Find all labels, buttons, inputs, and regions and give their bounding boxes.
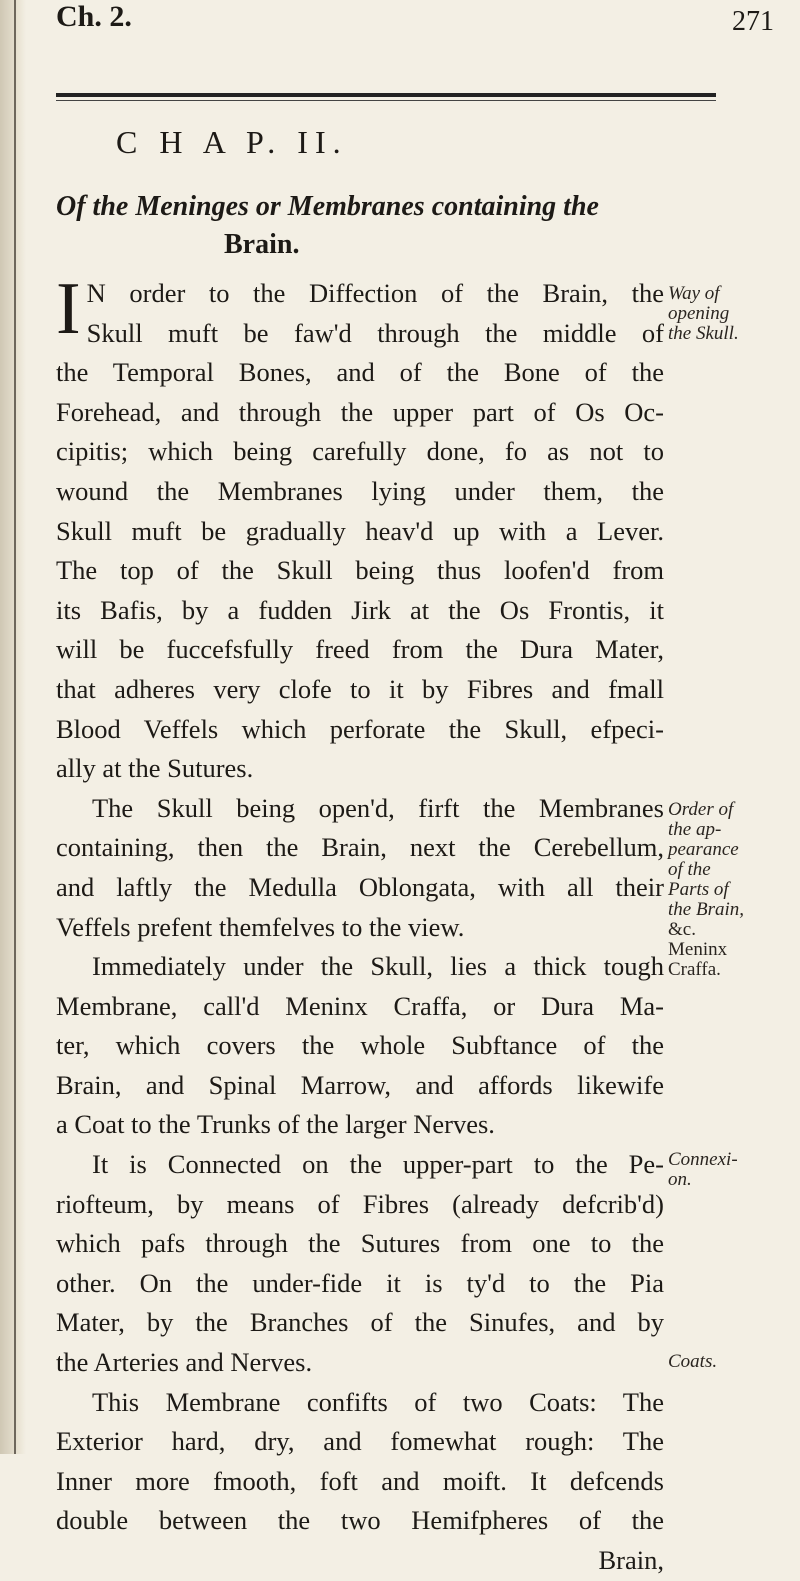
text-line: riofteum, by means of Fibres (already defcrib'd): [56, 1188, 664, 1219]
text-line: a Coat to the Trunks of the larger Nerves.: [56, 1109, 495, 1140]
text-line: Immediately under the Skull, lies a thick tough: [92, 951, 664, 982]
text-line: its Bafis, by a fudden Jirk at the Os Frontis, it: [56, 594, 664, 625]
text-line: that adheres very clofe to it by Fibres and fmall: [56, 673, 664, 704]
text-line: cipitis; which being carefully done, fo as not to: [56, 436, 664, 467]
text-line-catchword: Brain,: [598, 1545, 664, 1575]
text-line: The top of the Skull being thus loofen'd from: [56, 555, 664, 586]
text-line: Blood Veffels which perforate the Skull, efpeci-: [56, 713, 664, 744]
text-line: Veffels prefent themfelves to the view.: [56, 911, 465, 942]
text-line: containing, then the Brain, next the Cerebellum,: [56, 832, 664, 863]
book-page: [56, 0, 774, 1575]
chapter-title: [56, 188, 746, 264]
marginal-note-way-of-opening: Way of opening the Skull.: [668, 283, 739, 344]
text-line: The Skull being open'd, firft the Membranes: [92, 792, 664, 823]
body-text: [56, 268, 664, 1581]
chapter-reference: Ch. 2.: [56, 0, 132, 33]
chapter-title-line2: Brain.: [224, 229, 300, 260]
text-line: the Arteries and Nerves.: [56, 1347, 313, 1378]
text-line: This Membrane confifts of two Coats: The: [92, 1386, 664, 1417]
text-line: Brain, and Spinal Marrow, and affords likewife: [56, 1069, 664, 1100]
page-number: 271: [732, 6, 774, 37]
text-line: Skull muft be faw'd through the middle of: [86, 317, 664, 348]
line-text: N order to the Diffection of the Brain, the: [86, 278, 664, 308]
text-line: It is Connected on the upper-part to the Pe-: [92, 1149, 664, 1180]
marginal-note-connexion: Connexi- on.: [668, 1149, 738, 1190]
text-line: Skull muft be gradually heav'd up with a Lever.: [56, 515, 664, 546]
text-line: Forehead, and through the upper part of Os Oc-: [56, 396, 664, 427]
text-line: Mater, by the Branches of the Sinufes, and by: [56, 1307, 664, 1338]
text-line: ter, which covers the whole Subftance of the: [56, 1030, 664, 1061]
text-line: wound the Membranes lying under them, the: [56, 475, 664, 506]
text-line: and laftly the Medulla Oblongata, with all their: [56, 871, 664, 902]
text-line: ally at the Sutures.: [56, 753, 254, 784]
header-rule-thin: [56, 100, 716, 101]
binding-edge: [14, 0, 16, 1454]
running-header: [56, 0, 772, 60]
text-line: Exterior hard, dry, and fomewhat rough: The: [56, 1426, 664, 1457]
page-gutter: [0, 0, 26, 1454]
text-line: Membrane, call'd Meninx Craffa, or Dura Ma-: [56, 990, 664, 1021]
text-line: other. On the under-fide it is ty'd to the Pia: [56, 1267, 664, 1298]
header-rule: [56, 93, 716, 97]
marginal-note-order-of-appearance: Order of the ap- pearance of the Parts of the Brain, &c. Meninx Craffa.: [668, 799, 744, 980]
text-line: Inner more fmooth, foft and moift. It defcends: [56, 1465, 664, 1496]
text-line: which pafs through the Sutures from one to the: [56, 1228, 664, 1259]
text-line: will be fuccefsfully freed from the Dura Mater,: [56, 634, 664, 665]
marginal-note-coats: Coats.: [668, 1351, 718, 1372]
drop-cap: I: [56, 268, 81, 350]
chapter-heading: C H A P. II.: [116, 124, 348, 160]
chapter-title-line1: Of the Meninges or Membranes containing the: [56, 191, 599, 222]
text-line: the Temporal Bones, and of the Bone of the: [56, 357, 664, 388]
text-line: double between the two Hemifpheres of the: [56, 1505, 664, 1536]
